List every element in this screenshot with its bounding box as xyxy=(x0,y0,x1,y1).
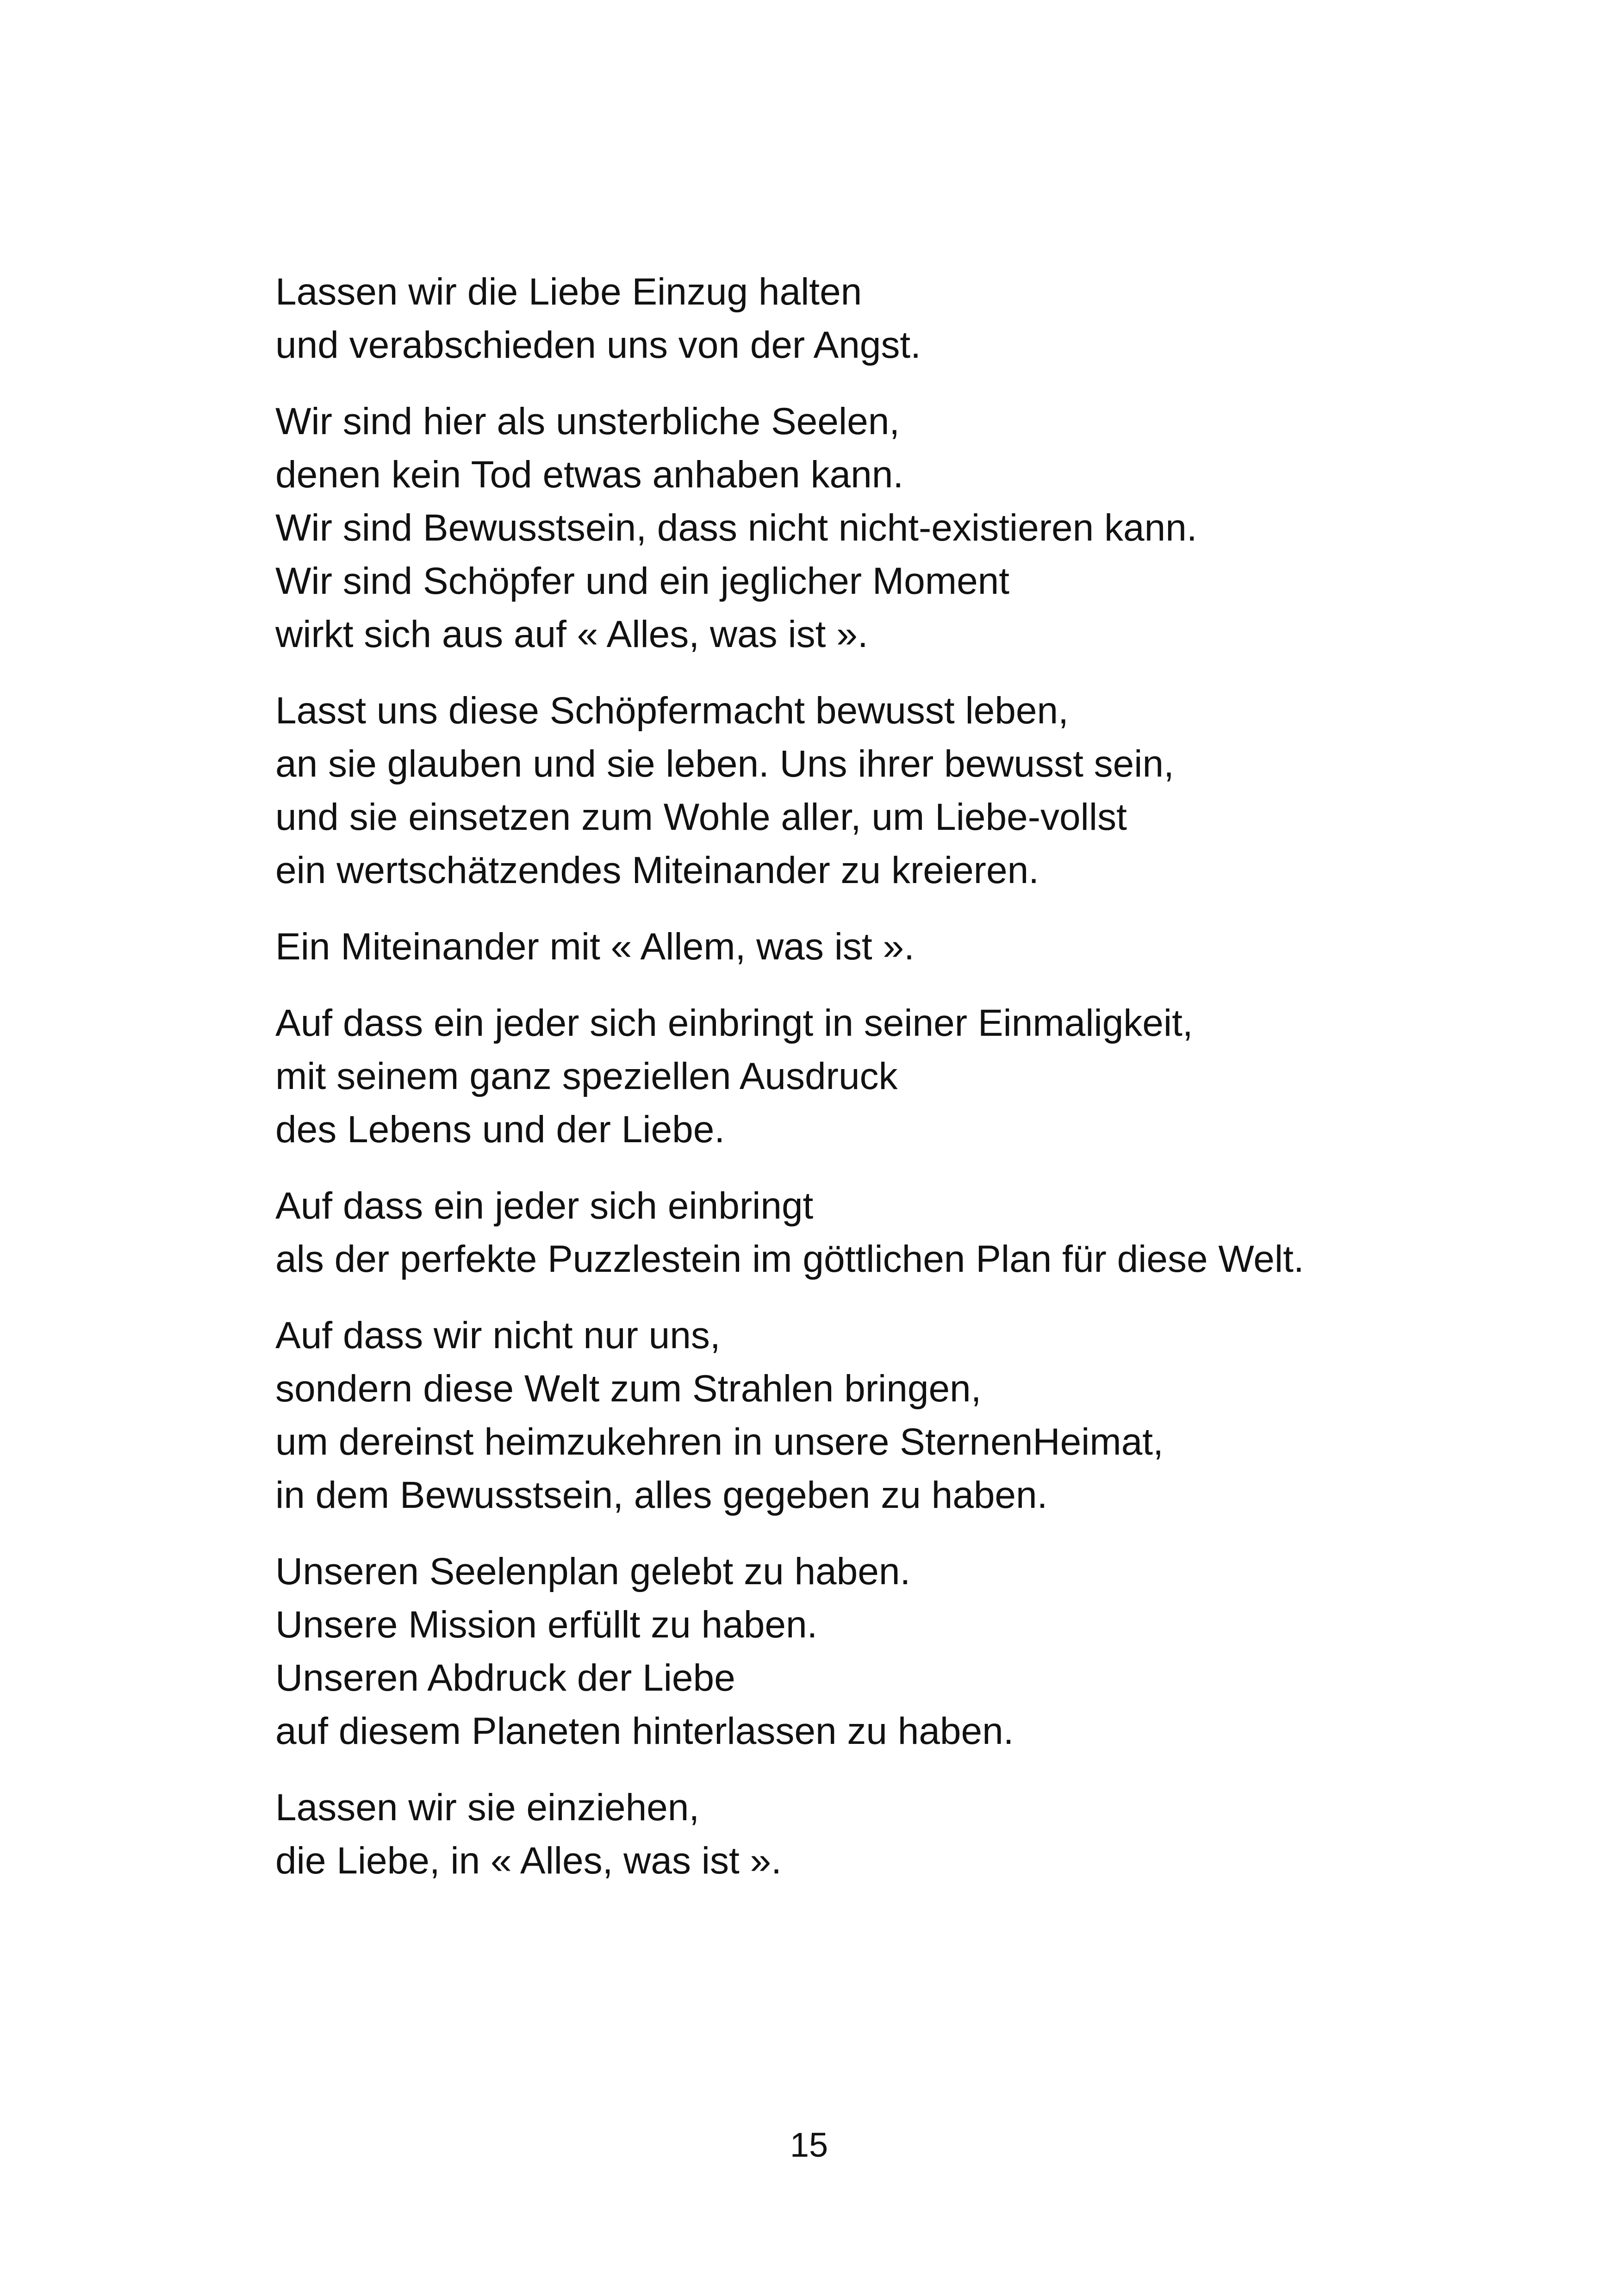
poem-line: Lassen wir sie einziehen, xyxy=(275,1786,700,1829)
poem-line: in dem Bewusstsein, alles gegeben zu haben. xyxy=(275,1474,1048,1516)
poem-line: wirkt sich aus auf « Alles, was ist ». xyxy=(275,613,868,655)
poem-line: sondern diese Welt zum Strahlen bringen, xyxy=(275,1368,982,1410)
poem-line: des Lebens und der Liebe. xyxy=(275,1108,725,1151)
poem-line: Wir sind hier als unsterbliche Seelen, xyxy=(275,400,900,442)
stanza-3 xyxy=(275,684,1432,897)
poem-line: die Liebe, in « Alles, was ist ». xyxy=(275,1840,782,1882)
poem-line: denen kein Tod etwas anhaben kann. xyxy=(275,454,904,496)
stanza-2 xyxy=(275,395,1432,661)
poem-body xyxy=(275,265,1432,1910)
poem-line: und verabschieden uns von der Angst. xyxy=(275,324,921,366)
poem-line: Lasst uns diese Schöpfermacht bewusst leben, xyxy=(275,690,1069,732)
poem-line: auf diesem Planeten hinterlassen zu haben. xyxy=(275,1710,1014,1752)
poem-line: Auf dass wir nicht nur uns, xyxy=(275,1314,721,1356)
stanza-9 xyxy=(275,1781,1432,1887)
poem-line: ein wertschätzendes Miteinander zu kreieren. xyxy=(275,849,1039,891)
poem-line: Unsere Mission erfüllt zu haben. xyxy=(275,1604,818,1646)
poem-line: Unseren Seelenplan gelebt zu haben. xyxy=(275,1550,911,1593)
stanza-6 xyxy=(275,1179,1432,1286)
poem-line: Auf dass ein jeder sich einbringt xyxy=(275,1185,814,1227)
poem-line: Auf dass ein jeder sich einbringt in seiner Einmaligkeit, xyxy=(275,1002,1193,1044)
poem-line: Unseren Abdruck der Liebe xyxy=(275,1657,735,1699)
stanza-7 xyxy=(275,1309,1432,1522)
page-number: 15 xyxy=(790,2126,828,2164)
poem-line: Wir sind Schöpfer und ein jeglicher Moment xyxy=(275,560,1010,602)
stanza-8 xyxy=(275,1545,1432,1758)
poem-line: mit seinem ganz speziellen Ausdruck xyxy=(275,1055,898,1097)
poem-line: Ein Miteinander mit « Allem, was ist ». xyxy=(275,926,915,968)
stanza-1 xyxy=(275,265,1432,372)
poem-line: um dereinst heimzukehren in unsere SternenHeimat, xyxy=(275,1421,1164,1463)
stanza-5 xyxy=(275,996,1432,1156)
poem-line: an sie glauben und sie leben. Uns ihrer bewusst sein, xyxy=(275,743,1174,785)
poem-line: Lassen wir die Liebe Einzug halten xyxy=(275,271,862,313)
poem-line: und sie einsetzen zum Wohle aller, um Liebe-vollst xyxy=(275,796,1127,838)
stanza-4 xyxy=(275,920,1432,973)
poem-line: als der perfekte Puzzlestein im göttlichen Plan für diese Welt. xyxy=(275,1238,1304,1280)
poem-line: Wir sind Bewusstsein, dass nicht nicht-existieren kann. xyxy=(275,507,1197,549)
